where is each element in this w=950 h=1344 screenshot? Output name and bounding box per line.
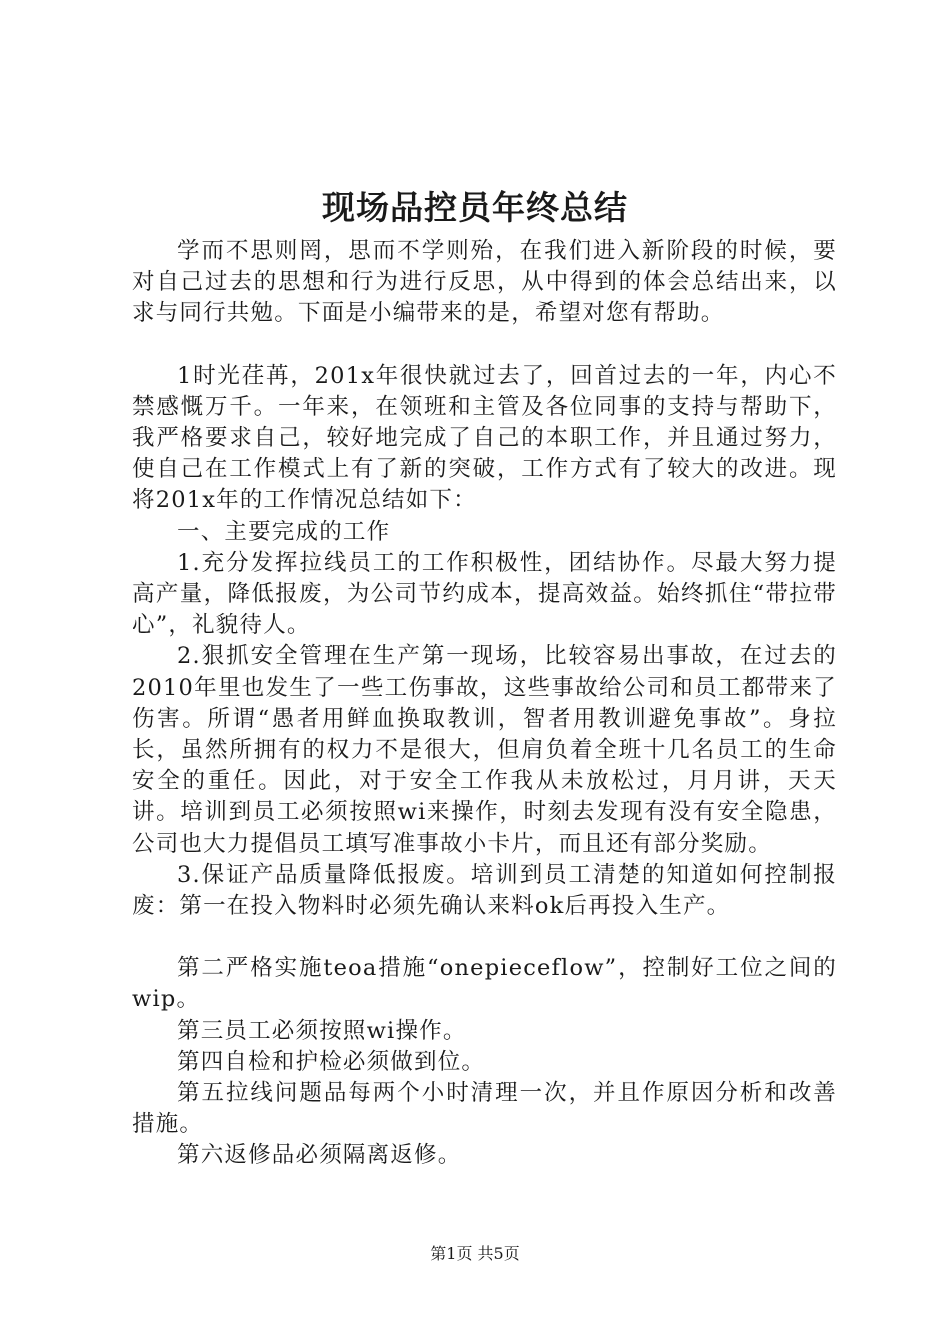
body-paragraph: 1.充分发挥拉线员工的工作积极性，团结协作。尽最大努力提高产量，降低报废，为公司节约成本，提高效益。始终抓住“带拉带心”，礼貌待人。 [132,549,837,639]
body-paragraph: 第四自检和护检必须做到位。 [177,1048,486,1075]
document-title: 现场品控员年终总结 [322,188,628,227]
page-footer: 第1页 共5页 [430,1244,520,1263]
section-heading: 一、主要完成的工作 [177,518,391,545]
intro-paragraph: 学而不思则罔，思而不学则殆，在我们进入新阶段的时候，要对自己过去的思想和行为进行反思，从中得到的体会总结出来，以求与同行共勉。下面是小编带来的是，希望对您有帮助。 [132,238,837,327]
body-paragraph: 第五拉线问题品每两个小时清理一次，并且作原因分析和改善措施。 [132,1080,837,1138]
body-paragraph: 第二严格实施teoa措施“onepieceflow”，控制好工位之间的wip。 [132,955,837,1013]
body-paragraph: 2.狠抓安全管理在生产第一现场，比较容易出事故，在过去的2010年里也发生了一些工伤事故，这些事故给公司和员工都带来了伤害。所谓“愚者用鲜血换取教训，智者用教训避免事故”。身拉长，虽然所拥有的权力不是很大，但肩负着全班十几名员工的生命安全的重任。因此，对于安全工作我从未放松过，月月讲，天天讲。培训到员工必须按照wi来操作，时刻去发现有没有安全隐患，公司也大力提倡员工填写准事故小卡片，而且还有部分奖励。 [132,643,837,857]
body-paragraph: 3.保证产品质量降低报废。培训到员工清楚的知道如何控制报废：第一在投入物料时必须先确认来料ok后再投入生产。 [132,861,837,920]
body-paragraph: 第三员工必须按照wi操作。 [177,1017,467,1044]
body-paragraph: 1时光荏苒，201x年很快就过去了，回首过去的一年，内心不禁感慨万千。一年来，在领班和主管及各位同事的支持与帮助下，我严格要求自己，较好地完成了自己的本职工作，并且通过努力，使自己在工作模式上有了新的突破，工作方式有了较大的改进。现将201x年的工作情况总结如下： [132,362,837,514]
body-paragraph: 第六返修品必须隔离返修。 [177,1142,462,1169]
document-body [132,236,837,1172]
